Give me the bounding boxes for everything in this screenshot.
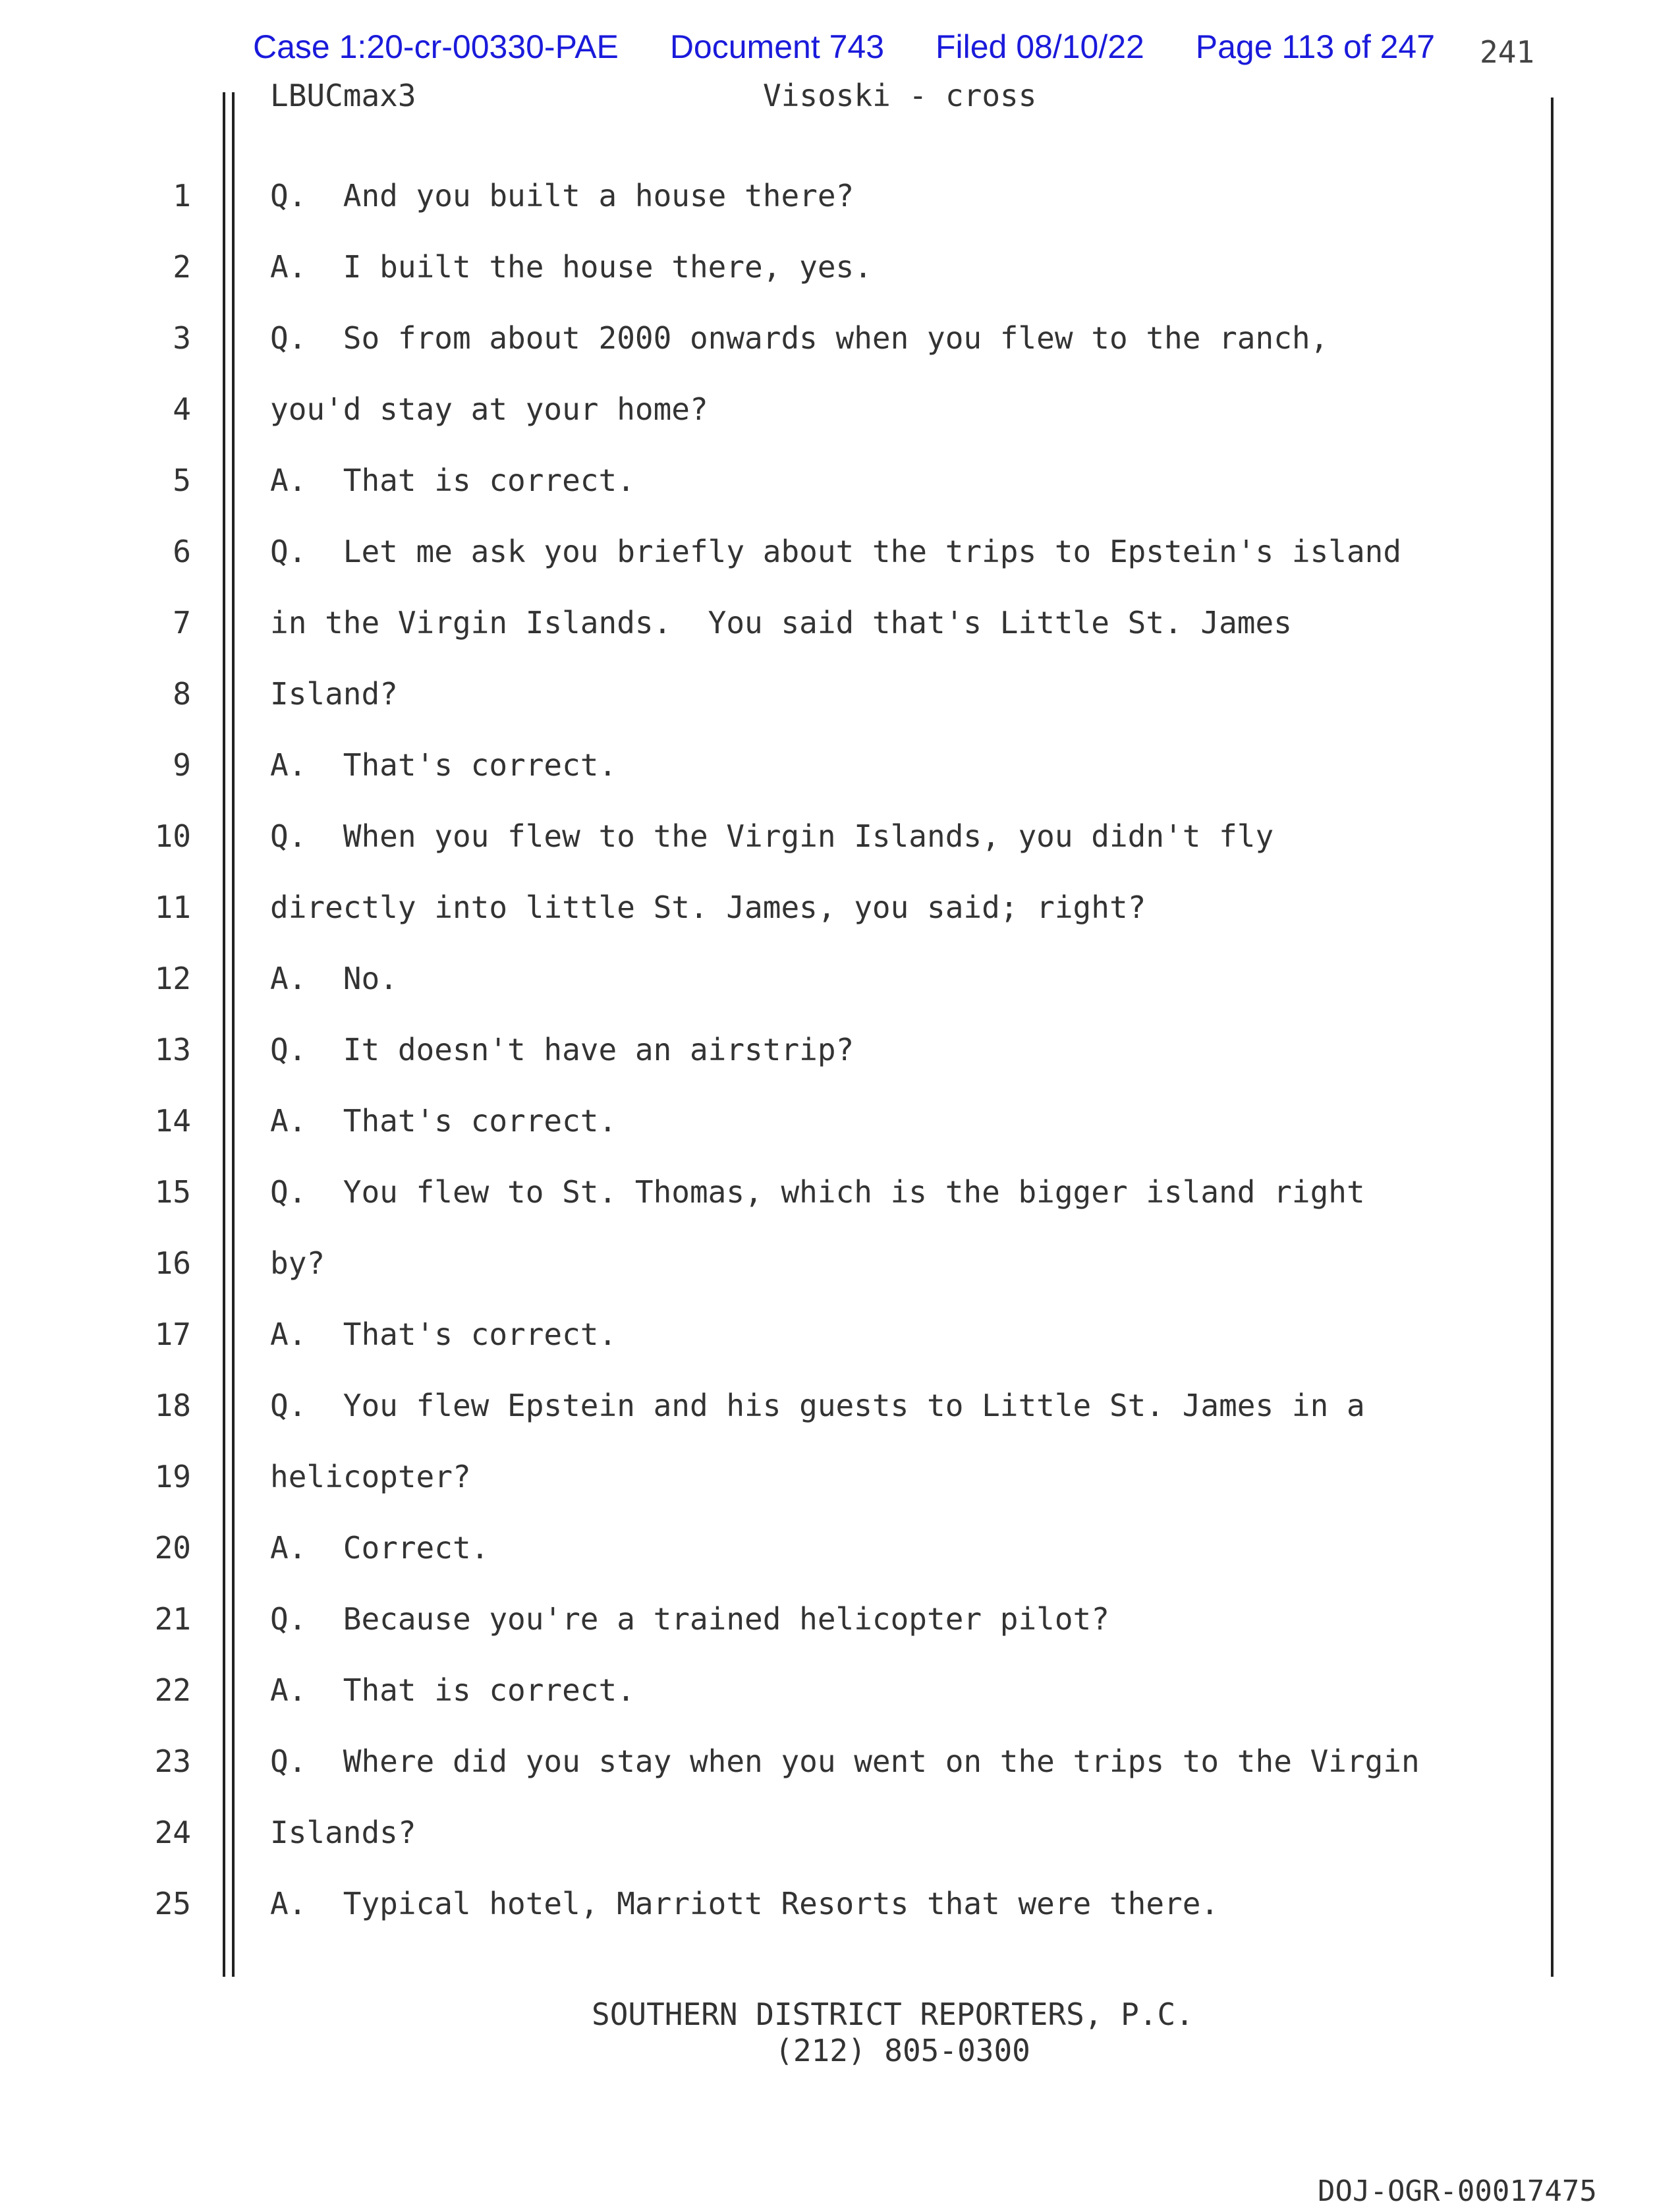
case-header — [253, 28, 1435, 66]
transcript-line: A. That's correct. — [270, 1103, 617, 1139]
line-number: 4 — [173, 391, 191, 427]
transcript-line: A. No. — [270, 961, 398, 996]
line-number: 8 — [173, 676, 191, 712]
filed-date: Filed 08/10/22 — [935, 28, 1144, 65]
line-number: 5 — [173, 463, 191, 498]
line-number: 24 — [154, 1815, 191, 1850]
line-number: 1 — [173, 178, 191, 213]
line-number: 10 — [154, 818, 191, 854]
transcript-line: A. That is correct. — [270, 1672, 635, 1708]
line-number: 21 — [154, 1601, 191, 1637]
line-number: 6 — [173, 534, 191, 569]
left-margin-rule — [223, 92, 225, 1977]
transcript-line: A. Correct. — [270, 1530, 490, 1566]
transcript-line: Q. And you built a house there? — [270, 178, 854, 213]
line-number: 11 — [154, 890, 191, 925]
page-count: Page 113 of 247 — [1195, 28, 1436, 65]
transcript-line: Q. Where did you stay when you went on the trips to the Virgin — [270, 1744, 1420, 1779]
transcript-line: Island? — [270, 676, 398, 712]
left-margin-rule-inner — [232, 92, 235, 1977]
transcript-line: directly into little St. James, you said; right? — [270, 890, 1146, 925]
transcript-line: Q. You flew to St. Thomas, which is the bigger island right — [270, 1174, 1365, 1210]
bates-number: DOJ-OGR-00017475 — [1318, 2174, 1597, 2208]
line-number: 9 — [173, 747, 191, 783]
reporter-phone: (212) 805-0300 — [775, 2033, 1030, 2068]
reporter-name: SOUTHERN DISTRICT REPORTERS, P.C. — [592, 1997, 1194, 2032]
line-number: 12 — [154, 961, 191, 996]
line-number: 15 — [154, 1174, 191, 1210]
right-margin-rule — [1551, 98, 1554, 1977]
case-number: Case 1:20-cr-00330-PAE — [253, 28, 619, 65]
transcript-line: Q. So from about 2000 onwards when you flew to the ranch, — [270, 320, 1329, 356]
transcript-line: you'd stay at your home? — [270, 391, 708, 427]
line-number: 14 — [154, 1103, 191, 1139]
running-head-center: Visoski - cross — [763, 78, 1037, 113]
transcript-line: helicopter? — [270, 1459, 471, 1494]
transcript-line: Q. Let me ask you briefly about the trips to Epstein's island — [270, 534, 1402, 569]
transcript-line: by? — [270, 1245, 325, 1281]
transcript-line: A. I built the house there, yes. — [270, 249, 872, 285]
transcript-line: Q. You flew Epstein and his guests to Little St. James in a — [270, 1388, 1365, 1423]
line-number: 19 — [154, 1459, 191, 1494]
line-number: 13 — [154, 1032, 191, 1067]
line-number: 16 — [154, 1245, 191, 1281]
line-number: 7 — [173, 605, 191, 640]
line-number: 25 — [154, 1886, 191, 1921]
line-number: 23 — [154, 1744, 191, 1779]
line-number: 22 — [154, 1672, 191, 1708]
transcript-line: A. That's correct. — [270, 747, 617, 783]
line-number: 20 — [154, 1530, 191, 1566]
line-number: 18 — [154, 1388, 191, 1423]
transcript-line: A. That's correct. — [270, 1317, 617, 1352]
transcript-line: Q. When you flew to the Virgin Islands, you didn't fly — [270, 818, 1274, 854]
document-number: Document 743 — [669, 28, 885, 65]
line-number: 2 — [173, 249, 191, 285]
running-head-left: LBUCmax3 — [270, 78, 416, 113]
transcript-line: in the Virgin Islands. You said that's Little St. James — [270, 605, 1292, 640]
transcript-line: Q. Because you're a trained helicopter pilot? — [270, 1601, 1109, 1637]
transcript-line: A. That is correct. — [270, 463, 635, 498]
line-number: 17 — [154, 1317, 191, 1352]
transcript-line: Islands? — [270, 1815, 416, 1850]
transcript-page-number: 241 — [1480, 34, 1535, 70]
line-number: 3 — [173, 320, 191, 356]
transcript-line: A. Typical hotel, Marriott Resorts that were there. — [270, 1886, 1219, 1921]
transcript-line: Q. It doesn't have an airstrip? — [270, 1032, 854, 1067]
